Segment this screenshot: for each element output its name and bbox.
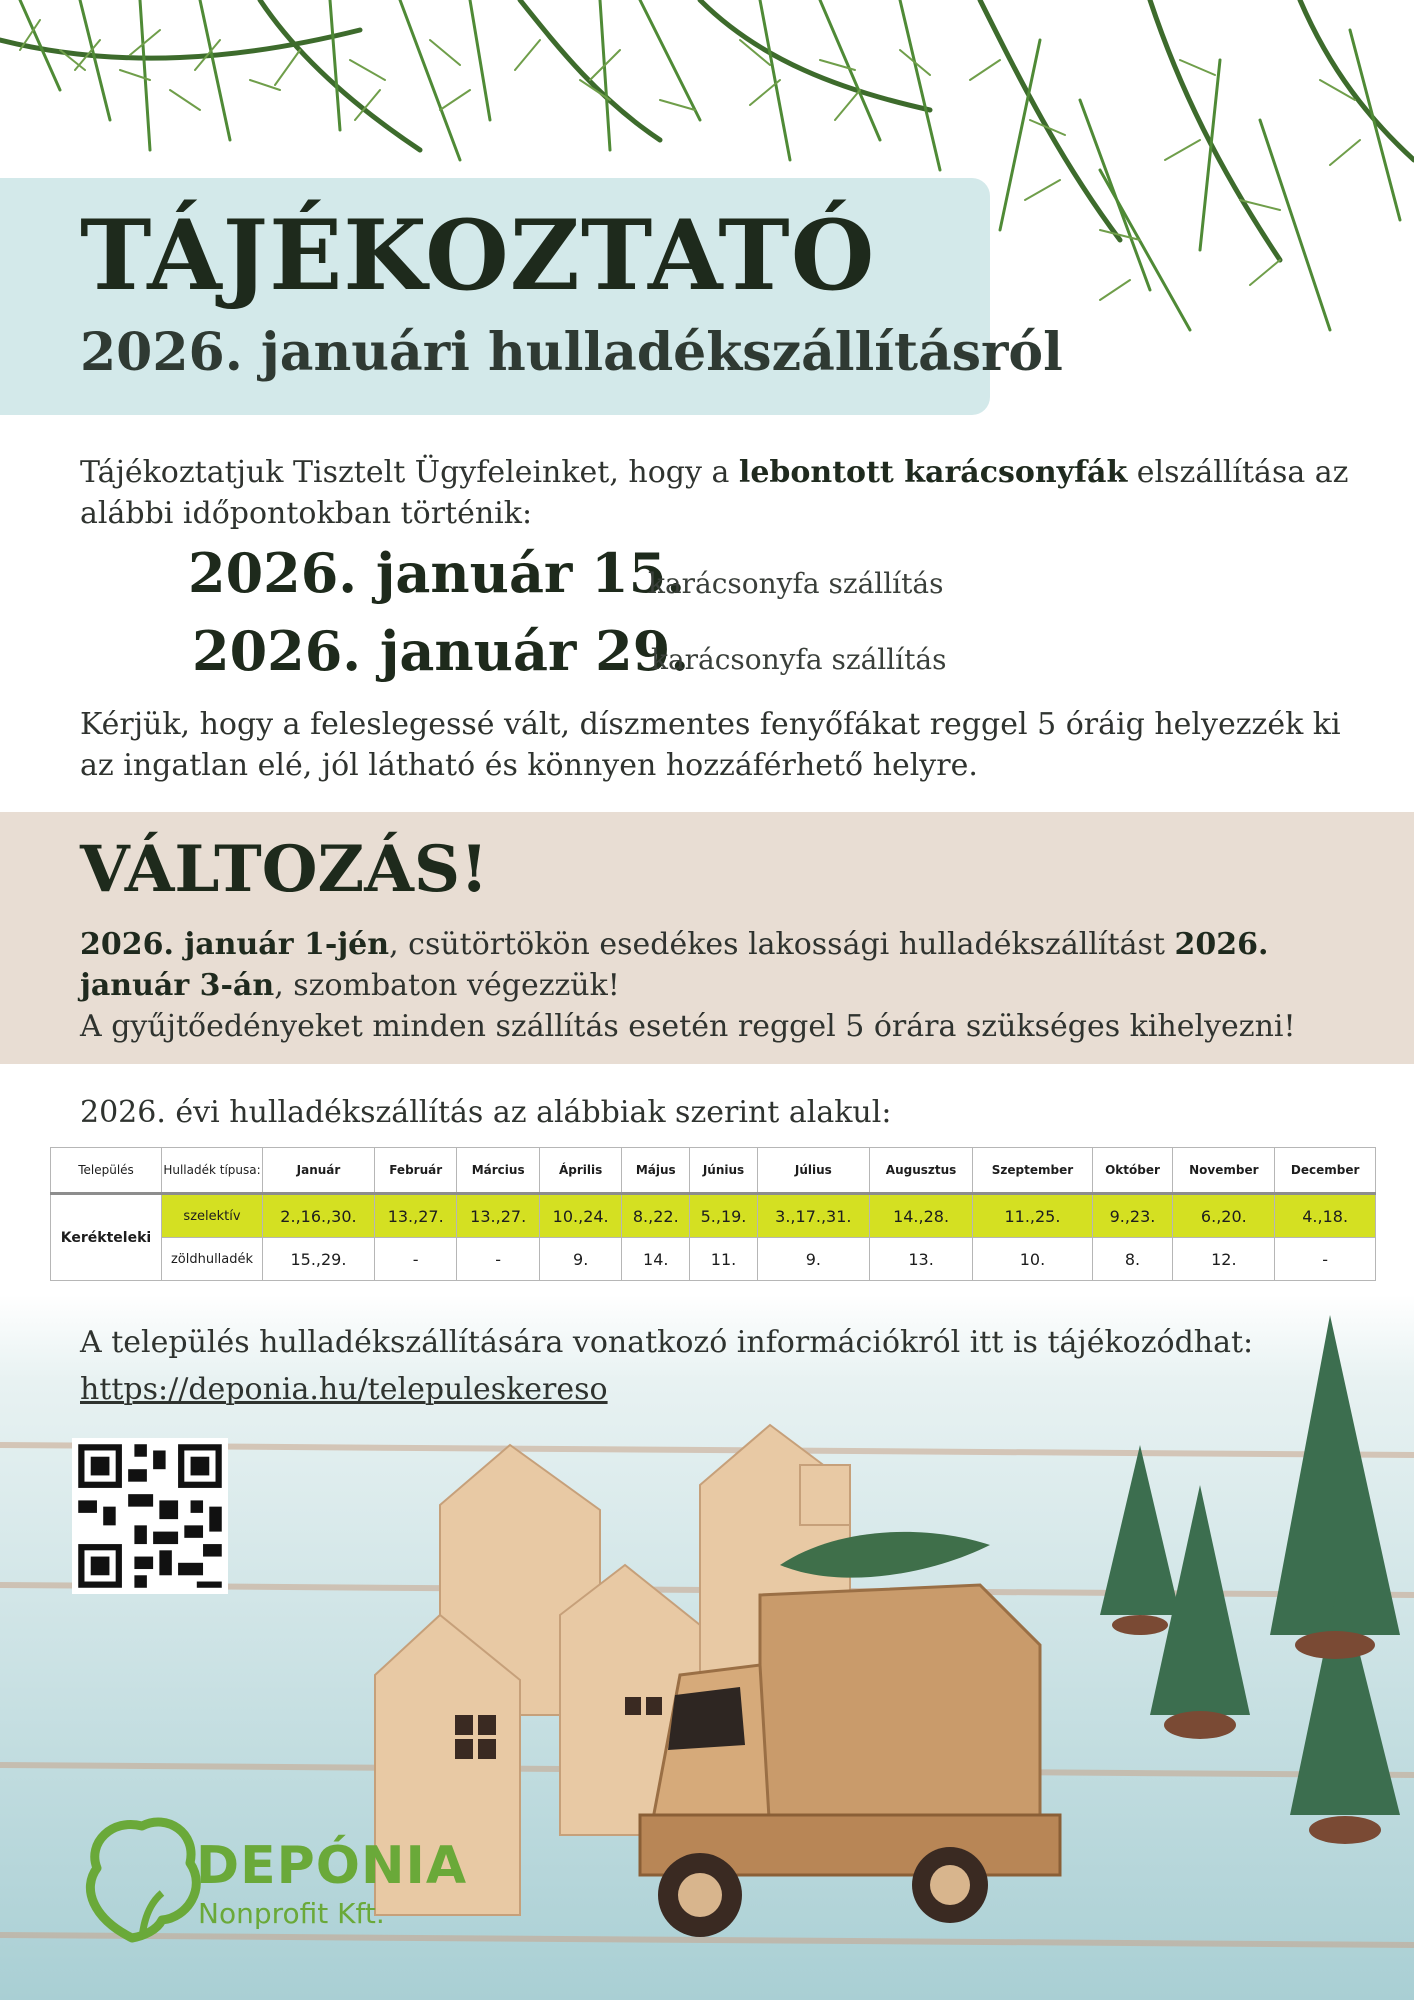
schedule-cell: 8.,22. — [622, 1194, 690, 1238]
qr-code[interactable] — [72, 1438, 228, 1594]
table-row-green — [51, 1238, 1376, 1281]
pickup-date-2-date: 2026. január 29. — [192, 619, 690, 683]
pickup-date-1-label: karácsonyfa szállítás — [648, 567, 944, 600]
schedule-cell: 11.,25. — [973, 1194, 1092, 1238]
intro-paragraph — [80, 452, 1350, 534]
change-text-2: , szombaton végezzük! — [274, 968, 620, 1003]
header-month: Május — [622, 1148, 690, 1194]
intro-bold: lebontott karácsonyfák — [738, 455, 1128, 490]
schedule-cell: 10. — [973, 1238, 1092, 1281]
header-month: Július — [757, 1148, 869, 1194]
change-paragraph — [80, 924, 1350, 1047]
schedule-cell: 14.,28. — [869, 1194, 973, 1238]
type-cell-selective: szelektív — [162, 1194, 263, 1238]
header-month: Szeptember — [973, 1148, 1092, 1194]
header-month: Január — [263, 1148, 375, 1194]
header-month: Október — [1092, 1148, 1173, 1194]
schedule-cell: 13.,27. — [374, 1194, 456, 1238]
header-month: November — [1173, 1148, 1275, 1194]
intro-text-after: elszállítása az alábbi időpontokban történik: — [80, 455, 1349, 531]
schedule-cell: 2.,16.,30. — [263, 1194, 375, 1238]
schedule-cell: 13.,27. — [457, 1194, 539, 1238]
header-month: December — [1275, 1148, 1376, 1194]
pickup-date-1-date: 2026. január 15. — [188, 541, 686, 605]
intro-text-before: Tájékoztatjuk Tisztelt Ügyfeleinket, hogy a — [80, 455, 739, 490]
schedule-header-row — [51, 1148, 1376, 1194]
pickup-date-2-label: karácsonyfa szállítás — [651, 643, 947, 676]
schedule-cell: 9. — [757, 1238, 869, 1281]
header-month: Június — [690, 1148, 758, 1194]
pickup-date-2 — [0, 619, 1414, 684]
change-bold-1: 2026. január 1-jén — [80, 927, 390, 962]
website-link[interactable]: https://deponia.hu/telepuleskereso — [80, 1372, 608, 1407]
change-bold-2: 2026. január 3-án — [80, 927, 1269, 1003]
schedule-cell: 3.,17.,31. — [757, 1194, 869, 1238]
schedule-cell: - — [1275, 1238, 1376, 1281]
header-month: Augusztus — [869, 1148, 973, 1194]
page-subtitle: 2026. januári hulladékszállításról — [80, 322, 1063, 383]
logo-name: DEPÓNIA — [196, 1836, 468, 1896]
schedule-cell: 12. — [1173, 1238, 1275, 1281]
schedule-cell: 15.,29. — [263, 1238, 375, 1281]
info-text: A település hulladékszállítására vonatkozó információkról itt is tájékozódhat: — [80, 1325, 1254, 1360]
header-month: Március — [457, 1148, 539, 1194]
table-row-selective — [51, 1194, 1376, 1238]
schedule-cell: 13. — [869, 1238, 973, 1281]
header-month: Április — [539, 1148, 621, 1194]
schedule-caption: 2026. évi hulladékszállítás az alábbiak szerint alakul: — [80, 1095, 892, 1130]
request-paragraph: Kérjük, hogy a feleslegessé vált, díszmentes fenyőfákat reggel 5 óráig helyezzék ki az ingatlan elé, jól látható és könnyen hozzáférhető helyre. — [80, 707, 1341, 783]
change-title: VÁLTOZÁS! — [80, 832, 489, 907]
page-title: TÁJÉKOZTATÓ — [80, 199, 876, 312]
town-cell: Kerékteleki — [51, 1194, 162, 1281]
schedule-cell: 8. — [1092, 1238, 1173, 1281]
schedule-cell: 5.,19. — [690, 1194, 758, 1238]
schedule-table — [50, 1147, 1376, 1281]
change-line-2: A gyűjtőedényeket minden szállítás esetén reggel 5 órára szükséges kihelyezni! — [80, 1009, 1296, 1044]
schedule-cell: 9.,23. — [1092, 1194, 1173, 1238]
schedule-cell: - — [457, 1238, 539, 1281]
schedule-cell: 10.,24. — [539, 1194, 621, 1238]
header-town: Település — [51, 1148, 162, 1194]
schedule-cell: 4.,18. — [1275, 1194, 1376, 1238]
schedule-cell: 6.,20. — [1173, 1194, 1275, 1238]
schedule-cell: 11. — [690, 1238, 758, 1281]
schedule-cell: 9. — [539, 1238, 621, 1281]
schedule-cell: 14. — [622, 1238, 690, 1281]
schedule-cell: - — [374, 1238, 456, 1281]
pickup-date-1 — [0, 541, 1414, 606]
type-cell-green: zöldhulladék — [162, 1238, 263, 1281]
header-type: Hulladék típusa: — [162, 1148, 263, 1194]
change-text-1: , csütörtökön esedékes lakossági hulladékszállítást — [389, 927, 1175, 962]
logo-subtitle: Nonprofit Kft. — [198, 1897, 385, 1930]
header-month: Február — [374, 1148, 456, 1194]
